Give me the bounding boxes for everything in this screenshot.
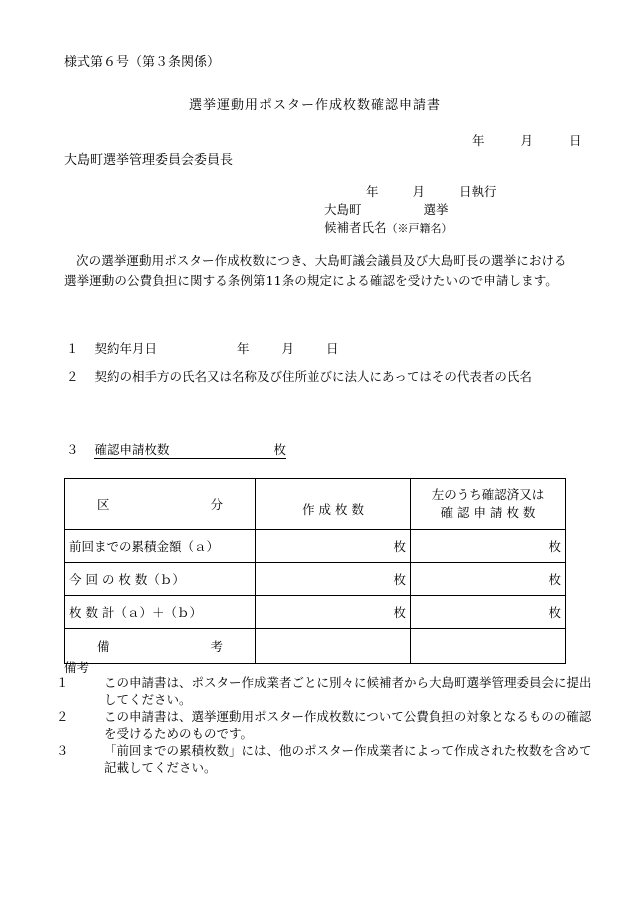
table-row-remarks <box>65 629 566 664</box>
table-row <box>65 596 566 629</box>
election-date <box>366 182 496 200</box>
candidate-label: 候補者氏名 <box>324 220 387 235</box>
row-label: 今 回 の 枚 数（ｂ） <box>65 563 256 596</box>
exec-year: 年 <box>366 184 379 199</box>
row-unit: 枚 <box>256 563 411 596</box>
row-unit: 枚 <box>256 596 411 629</box>
note-item: ３ 「前回までの累積枚数」には、他のポスター作成業者によって作成された枚数を含めて記載してください。 <box>56 743 592 775</box>
remarks-label: 備 考 <box>65 629 256 664</box>
table-row <box>65 563 566 596</box>
item-count: ３ 確認申請枚数 枚 <box>66 442 287 457</box>
item-contract-date: １ 契約年月日 年 月 日 <box>66 341 339 356</box>
date-year: 年 <box>472 133 485 148</box>
candidate-name <box>324 218 453 236</box>
note-item: １ この申請書は、ポスター作成業者ごとに別々に候補者から大島町選挙管理委員会に提出してください。 <box>56 675 592 707</box>
date-month: 月 <box>520 133 533 148</box>
election-label: 選挙 <box>423 202 449 217</box>
row-unit: 枚 <box>411 563 566 596</box>
header-kubun: 区 分 <box>65 479 256 530</box>
election-name <box>324 200 449 218</box>
header-sakusei: 作 成 枚 数 <box>256 479 411 530</box>
count-table <box>64 478 566 664</box>
row-unit: 枚 <box>256 530 411 563</box>
note-item: ２ この申請書は、選挙運動用ポスター作成枚数について公費負担の対象となるものの確認を受けるためのものです。 <box>56 709 592 741</box>
date-day: 日 <box>568 133 582 148</box>
header-kakunin: 左のうち確認済又は 確 認 申 請 枚 数 <box>411 479 566 530</box>
exec-day: 日執行 <box>458 184 497 199</box>
row-label: 前回までの累積金額（ａ） <box>65 530 256 563</box>
addressee: 大島町選挙管理委員会委員長 <box>64 153 234 168</box>
town-name: 大島町 <box>324 202 362 217</box>
notes-heading: 備考 <box>64 660 90 675</box>
exec-month: 月 <box>412 184 425 199</box>
row-label: 枚 数 計（ａ）＋（ｂ） <box>65 596 256 629</box>
item-contractor: ２ 契約の相手方の氏名又は名称及び住所並びに法人にあってはその代表者の氏名 <box>66 369 532 384</box>
row-unit: 枚 <box>411 596 566 629</box>
form-number: 様式第６号（第３条関係） <box>64 55 221 70</box>
document-title: 選挙運動用ポスター作成枚数確認申請書 <box>188 98 441 113</box>
candidate-note: （※戸籍名） <box>386 222 453 235</box>
table-row <box>65 530 566 563</box>
table-header-row <box>65 479 566 530</box>
application-date <box>472 131 581 149</box>
row-unit: 枚 <box>411 530 566 563</box>
body-text: 次の選挙運動用ポスター作成枚数につき、大島町議会議員及び大島町長の選挙における選挙運動の公費負担に関する条例第11条の規定による確認を受けたいので申請します。 <box>64 253 567 288</box>
